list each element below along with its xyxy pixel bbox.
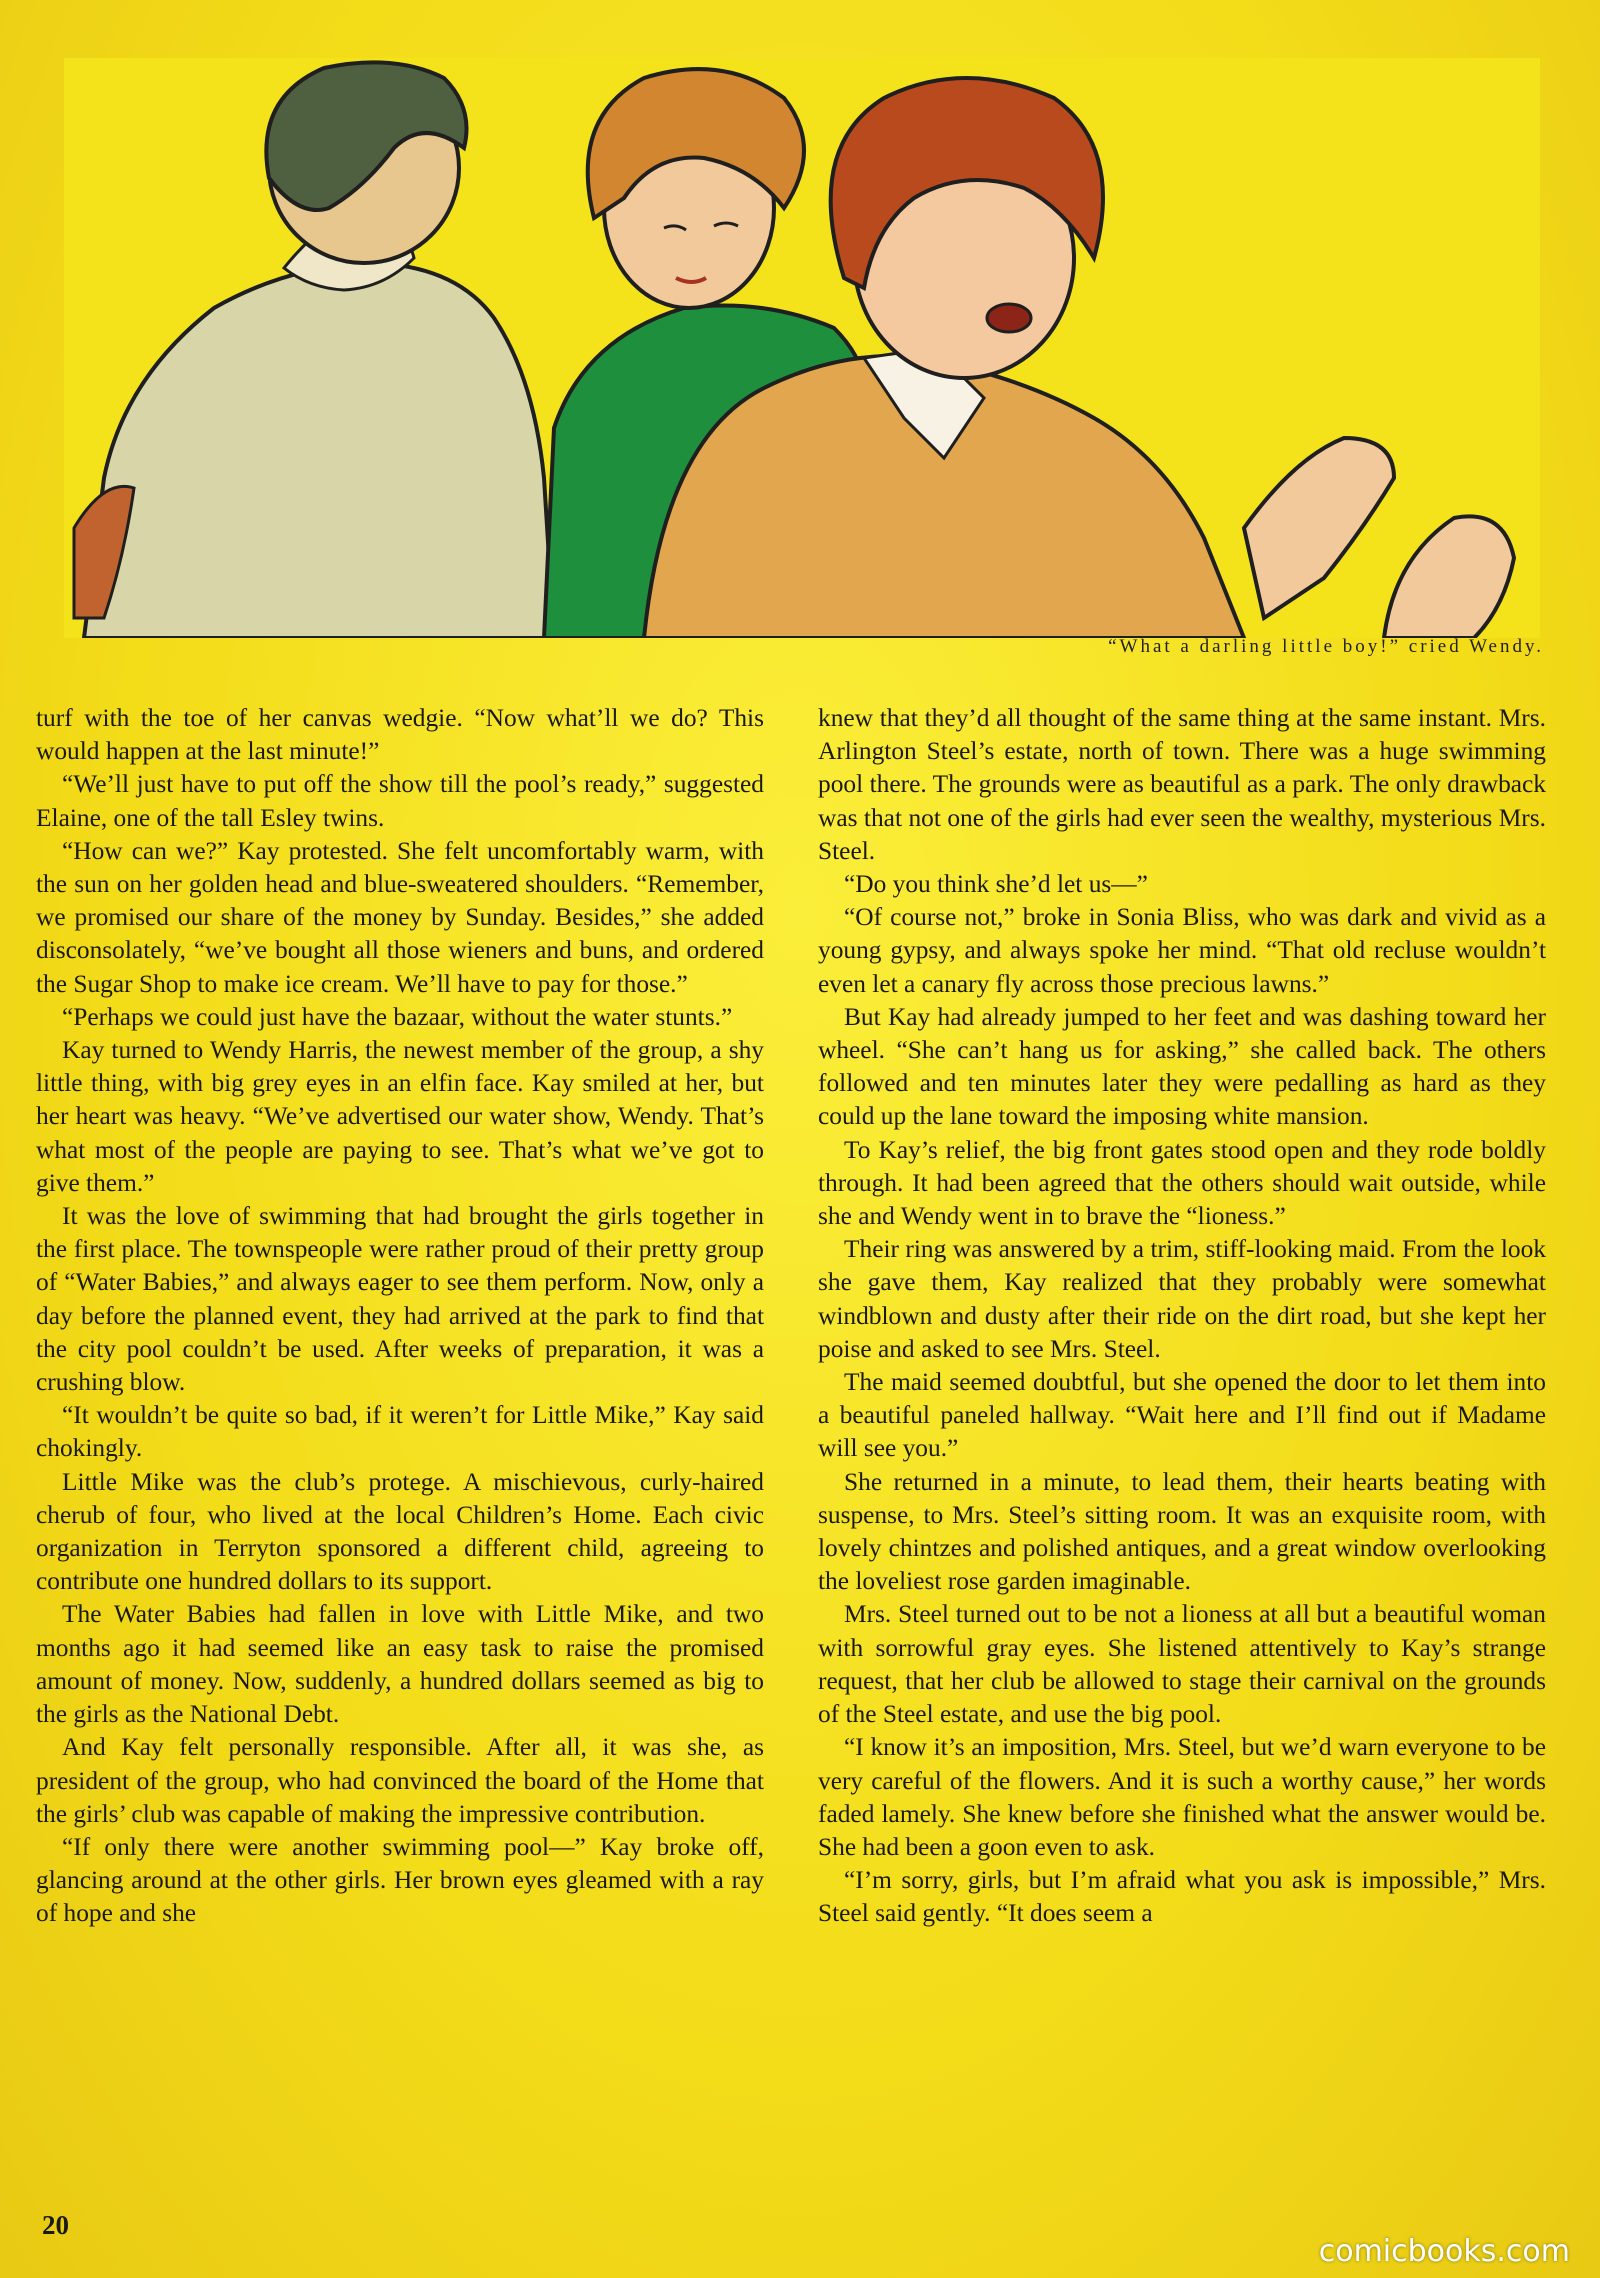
- paragraph: It was the love of swimming that had brought the girls together in the first place. The townspeople were rather proud of their pretty group of “Water Babies,” and always eager to see them perform. Now, only a day before the planned event, they had arrived at the park to find that the city pool couldn’t be used. After weeks of preparation, it was a crushing blow.: [36, 1202, 764, 1397]
- page-number: 20: [42, 2210, 69, 2240]
- right-text-column: [818, 702, 1546, 1931]
- paragraph: “I know it’s an imposition, Mrs. Steel, but we’d warn everyone to be very careful of the flowers. And it is such a worthy cause,” her words faded lamely. She knew before she finished what the answer would be. She had been a goon even to ask.: [818, 1733, 1546, 1861]
- paragraph: knew that they’d all thought of the same thing at the same instant. Mrs. Arlington Steel’s estate, north of town. There was a huge swimming pool there. The grounds were as beautiful as a park. The only drawback was that not one of the girls had ever seen the wealthy, mysterious Mrs. Steel.: [818, 704, 1546, 865]
- paragraph: “We’ll just have to put off the show till the pool’s ready,” suggested Elaine, one of the tall Esley twins.: [36, 770, 764, 832]
- paragraph: To Kay’s relief, the big front gates stood open and they rode boldly through. It had been agreed that the others should wait outside, while she and Wendy went in to brave the “lioness.”: [818, 1135, 1546, 1231]
- paragraph: “It wouldn’t be quite so bad, if it weren’t for Little Mike,” Kay said chokingly.: [36, 1401, 764, 1463]
- three-girls-illustration: [64, 58, 1540, 638]
- paragraph: The maid seemed doubtful, but she opened the door to let them into a beautiful paneled hallway. “Wait here and I’ll find out if Madame will see you.”: [818, 1368, 1546, 1463]
- paragraph: And Kay felt personally responsible. After all, it was she, as president of the group, who had convinced the board of the Home that the girls’ club was capable of making the impressive contribution.: [36, 1733, 764, 1828]
- site-watermark: comicbooks.com: [1318, 2234, 1570, 2269]
- illustration-caption: “What a darling little boy!” cried Wendy.: [1108, 636, 1544, 657]
- paragraph: She returned in a minute, to lead them, their hearts beating with suspense, to Mrs. Steel’s sitting room. It was an exquisite room, with lovely chintzes and polished antiques, and a great window overlooking the loveliest rose garden imaginable.: [818, 1467, 1546, 1596]
- paragraph: “Perhaps we could just have the bazaar, without the water stunts.”: [62, 1002, 733, 1031]
- left-text-column: [36, 702, 764, 1931]
- paragraph: Their ring was answered by a trim, stiff-looking maid. From the look she gave them, Kay realized that they probably were somewhat windblown and dusty after their ride on the dirt road, but she kept her poise and asked to see Mrs. Steel.: [818, 1235, 1546, 1363]
- paragraph: “Of course not,” broke in Sonia Bliss, who was dark and vivid as a young gypsy, and always spoke her mind. “That old recluse wouldn’t even let a canary fly across those precious lawns.”: [818, 903, 1546, 998]
- paragraph: turf with the toe of her canvas wedgie. “Now what’ll we do? This would happen at the last minute!”: [36, 704, 764, 766]
- paragraph: Kay turned to Wendy Harris, the newest member of the group, a shy little thing, with big grey eyes in an elfin face. Kay smiled at her, but her heart was heavy. “We’ve advertised our water show, Wendy. That’s what most of the people are paying to see. That’s what we’ve got to give them.”: [36, 1036, 764, 1197]
- story-illustration: [64, 58, 1540, 638]
- paragraph: Mrs. Steel turned out to be not a lioness at all but a beautiful woman with sorrowful gray eyes. She listened attentively to Kay’s strange request, that her club be allowed to stage their carnival on the grounds of the Steel estate, and use the big pool.: [818, 1600, 1546, 1729]
- paragraph: Little Mike was the club’s protege. A mischievous, curly-haired cherub of four, who lived at the local Children’s Home. Each civic organization in Terryton sponsored a different child, agreeing to contribute one hundred dollars to its support.: [36, 1467, 764, 1596]
- paragraph: But Kay had already jumped to her feet and was dashing toward her wheel. “She can’t hang us for asking,” she called back. The others followed and ten minutes later they were pedalling as hard as they could up the lane toward the imposing white mansion.: [818, 1002, 1546, 1131]
- paragraph: “How can we?” Kay protested. She felt uncomfortably warm, with the sun on her golden head and blue-sweatered shoulders. “Remember, we promised our share of the money by Sunday. Besides,” she added disconsolately, “we’ve bought all those wieners and buns, and ordered the Sugar Shop to make ice cream. We’ll have to pay for those.”: [36, 836, 764, 998]
- paragraph: “Do you think she’d let us—”: [844, 870, 1148, 899]
- paragraph: “If only there were another swimming pool—” Kay broke off, glancing around at the other girls. Her brown eyes gleamed with a ray of hope and she: [36, 1832, 764, 1928]
- paragraph: The Water Babies had fallen in love with Little Mike, and two months ago it had seemed like an easy task to raise the promised amount of money. Now, suddenly, a hundred dollars seemed as big to the girls as the National Debt.: [36, 1600, 764, 1729]
- paragraph: “I’m sorry, girls, but I’m afraid what you ask is impossible,” Mrs. Steel said gently. “It does seem a: [818, 1866, 1546, 1928]
